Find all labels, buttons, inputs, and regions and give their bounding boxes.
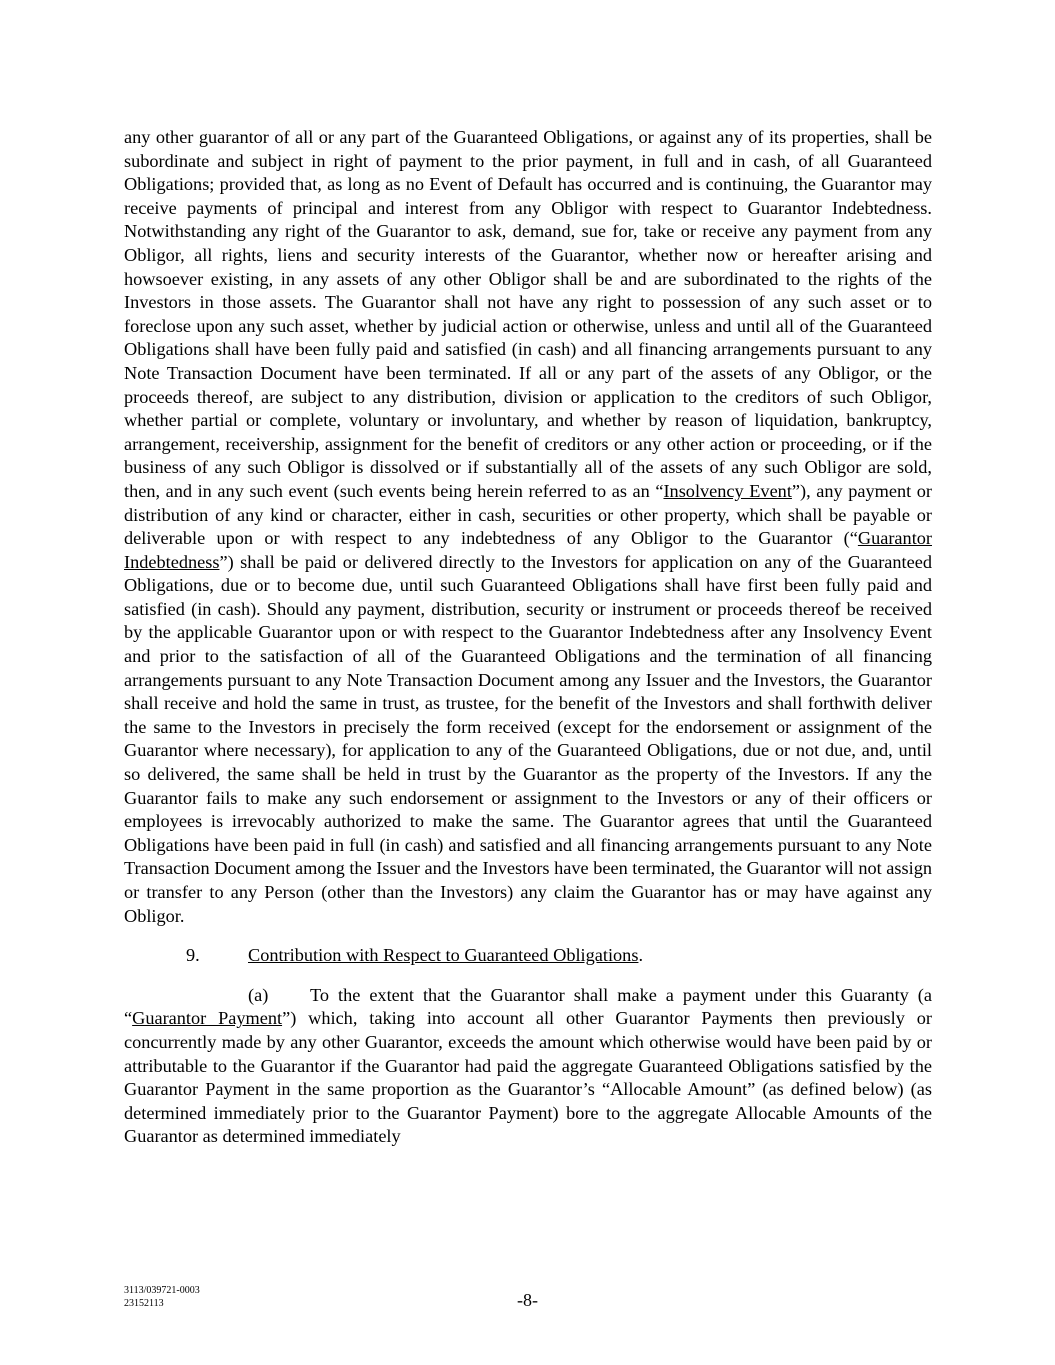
document-id-line: 3113/039721-0003 <box>124 1285 200 1296</box>
paragraph-text: ”) which, taking into account all other Guarantor Payments then previously or concurrently made by any other Guarantor, exceeds the amount which otherwise would have been paid by or attributable to the Guarantor if the Guarantor had paid the aggregate Guaranteed Obligations satisfied by the Guarantor Payment in the same proportion as the Guarantor’s “Allocable Amount” (as defined below) (as determined immediately prior to the Guarantor Payment) bore to the aggregate Allocable Amounts of the Guarantor as determined immediately <box>124 1008 932 1147</box>
paragraph-text: ”) shall be paid or delivered directly to the Investors for application on any of the Guaranteed Obligations, due or to become due, until such Guaranteed Obligations shall have first been fully paid and satisfied (in cash). Should any payment, distribution, security or instrument or proceeds thereof be received by the applicable Guarantor upon or with respect to the Guarantor Indebtedness after any Insolvency Event and prior to the satisfaction of all of the Guaranteed Obligations and the termination of all financing arrangements pursuant to any Note Transaction Document among any Issuer and the Investors, the Guarantor shall receive and hold the same in trust, as trustee, for the benefit of the Investors and shall forthwith deliver the same to the Investors in precisely the form received (except for the endorsement or assignment of the Guarantor where necessary), for application to any of the Guaranteed Obligations, due or not due, and, until so delivered, the same shall be held in trust by the Guarantor as the property of the Investors. If any the Guarantor fails to make any such endorsement or assignment to the Investors or any of their officers or employees is irrevocably authorized to make the same. The Guarantor agrees that until the Guaranteed Obligations have been paid in full (in cash) and satisfied and all financing arrangements pursuant to any Note Transaction Document among the Issuer and the Investors have been terminated, the Guarantor will not assign or transfer to any Person (other than the Investors) any claim the Guarantor has or may have against any Obligor. <box>124 551 932 926</box>
section-title: Contribution with Respect to Guaranteed Obligations <box>248 945 639 966</box>
document-page <box>124 126 932 1149</box>
page-number: -8- <box>517 1290 538 1310</box>
section-number: 9. <box>186 945 200 966</box>
body-paragraph <box>124 126 932 928</box>
section-title-period: . <box>638 945 644 966</box>
subsection-label: (a) <box>248 984 269 1005</box>
paragraph-text: ”), any payment or distribution of any kind or character, either in cash, securities or other property, which shall be payable or deliverable upon or with respect to any indebtedness of any Obligor to the Guarantor (“ <box>124 480 932 549</box>
subsection-paragraph <box>124 984 932 1149</box>
document-id-line: 23152113 <box>124 1298 164 1309</box>
section-heading <box>124 944 932 968</box>
paragraph-text: To the extent that the Guarantor shall make a payment under this Guaranty (a “ <box>124 984 932 1029</box>
paragraph-text: any other guarantor of all or any part of the Guaranteed Obligations, or against any of its properties, shall be subordinate and subject in right of payment to the prior payment, in full and in cash, of all Guaranteed Obligations; provided that, as long as no Event of Default has occurred and is continuing, the Guarantor may receive payments of principal and interest from any Obligor with respect to Guarantor Indebtedness. Notwithstanding any right of the Guarantor to ask, demand, sue for, take or receive any payment from any Obligor, all rights, liens and security interests of the Guarantor, whether now or hereafter arising and howsoever existing, in any assets of any other Obligor shall be and are subordinated to the rights of the Investors in those assets. The Guarantor shall not have any right to possession of any such asset or to foreclose upon any such asset, whether by judicial action or otherwise, unless and until all of the Guaranteed Obligations shall have been fully paid and satisfied (in cash) and all financing arrangements pursuant to any Note Transaction Document have been terminated. If all or any part of the assets of any Obligor, or the proceeds thereof, are subject to any distribution, division or application to the creditors of such Obligor, whether partial or complete, voluntary or involuntary, and whether by reason of liquidation, bankruptcy, arrangement, receivership, assignment for the benefit of creditors or any other action or proceeding, or if the business of any such Obligor is dissolved or if substantially all of the assets of any such Obligor are sold, then, and in any such event (such events being herein referred to as an “ <box>124 127 932 501</box>
defined-term-guarantor-payment: Guarantor Payment <box>132 1008 283 1029</box>
defined-term-guarantor-indebtedness: Guarantor Indebtedness <box>124 528 932 572</box>
defined-term-insolvency-event: Insolvency Event <box>663 480 792 501</box>
